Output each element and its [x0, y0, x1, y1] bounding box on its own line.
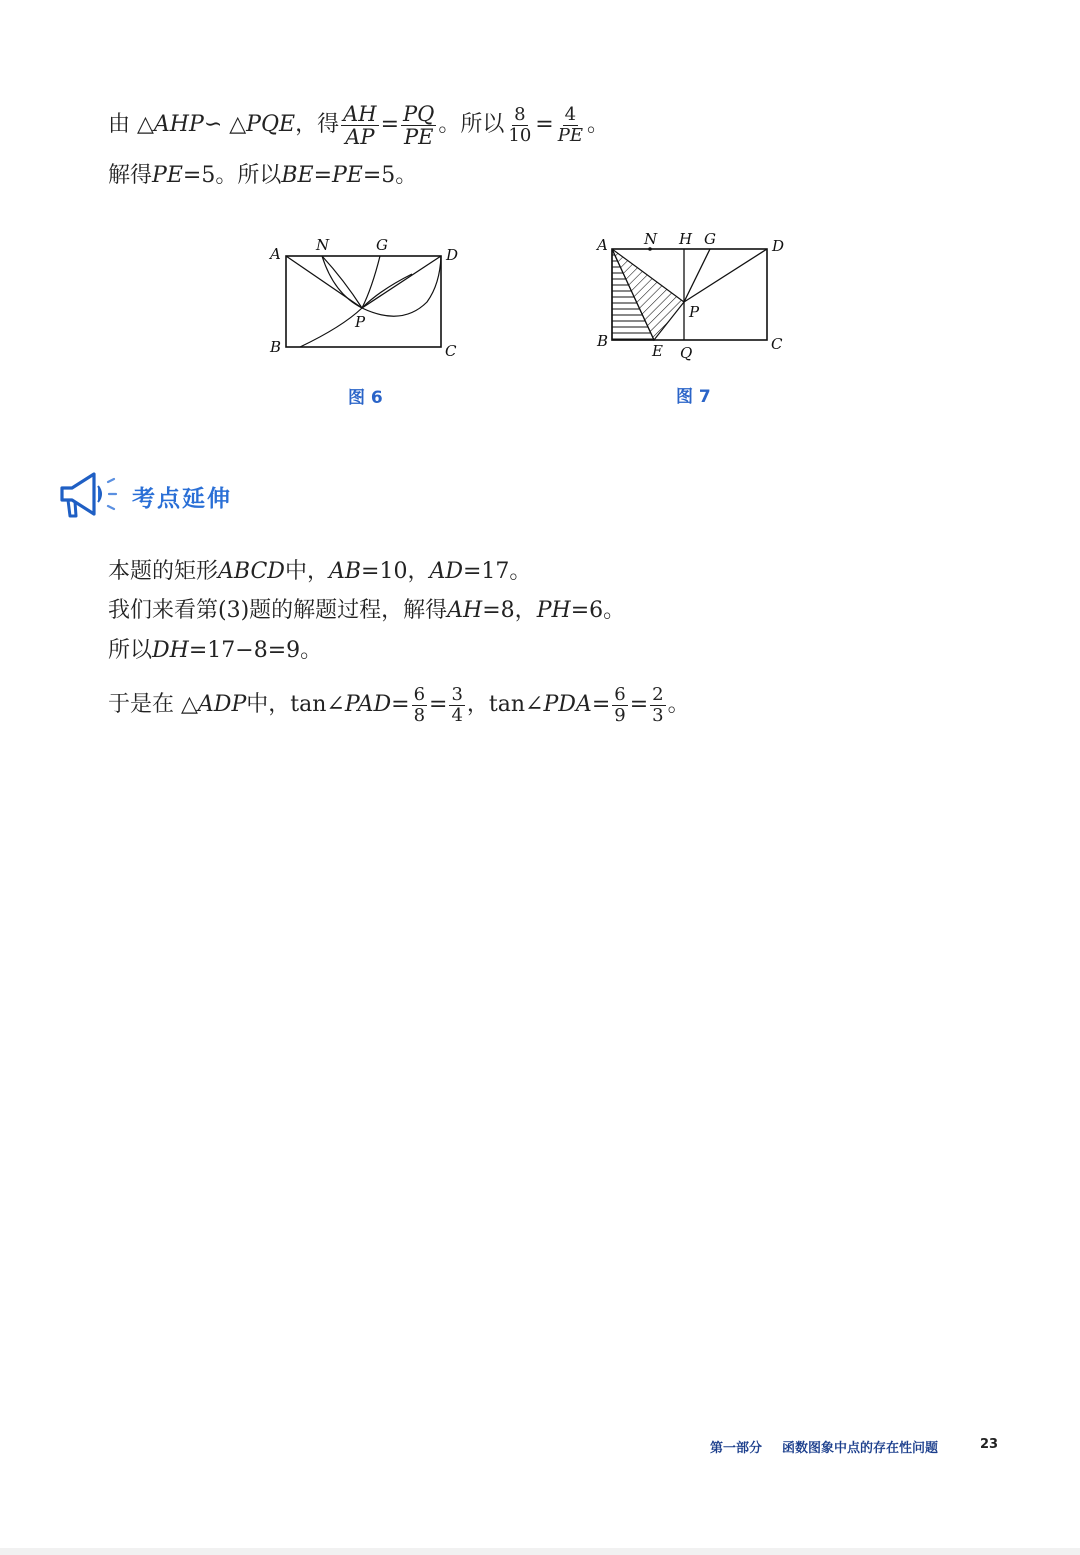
text: ，得 [295, 112, 340, 137]
label-d: D [446, 246, 459, 264]
equals: = [535, 112, 554, 137]
fraction-2-3 [650, 685, 665, 726]
label-d: D [772, 237, 785, 255]
text: =17。 [463, 559, 532, 584]
arc-p-d [362, 256, 441, 316]
var: AB [328, 559, 362, 584]
text: 于是在 △ [108, 692, 198, 717]
denominator: 9 [614, 704, 626, 726]
label-h: H [679, 230, 693, 248]
denominator: AP [345, 124, 375, 149]
text: 本题的矩形 [108, 559, 219, 584]
var: ADP [197, 692, 247, 717]
var: ABCD [218, 559, 285, 584]
text: 中，tan∠ [246, 692, 345, 717]
solution-line-1 [108, 100, 609, 150]
var: PQE [246, 112, 296, 137]
denominator: 8 [413, 704, 426, 726]
label-g: G [704, 230, 716, 248]
figure-6-caption: 图 6 [348, 388, 383, 408]
fraction-6-9 [612, 685, 627, 726]
page-number: 23 [980, 1437, 999, 1452]
label-b: B [270, 338, 282, 356]
figure-7-caption: 图 7 [676, 387, 711, 407]
text: 所以 [108, 638, 153, 663]
denominator: PE [403, 124, 434, 149]
text: 由 △ [108, 112, 154, 137]
label-c: C [771, 335, 783, 353]
label-p: P [355, 313, 366, 331]
fraction-6-8 [412, 685, 427, 726]
figure-7 [592, 228, 792, 363]
text: 。所以 [438, 112, 505, 137]
numerator: 6 [614, 683, 626, 705]
var: AH [447, 598, 483, 623]
arc-b-p [300, 274, 412, 347]
bottom-edge [0, 1548, 1080, 1555]
fraction-ah-ap [341, 103, 378, 148]
text: =5。所以 [182, 163, 282, 188]
rect-abcd [286, 256, 441, 347]
arc-n-p [322, 256, 362, 308]
numerator: AH [343, 101, 377, 126]
section-heading [58, 468, 232, 524]
footer-part: 第一部分 [710, 1441, 763, 1456]
numerator: 8 [514, 103, 526, 125]
var: DH [152, 638, 189, 663]
text: 中， [284, 559, 329, 584]
numerator: 4 [564, 103, 577, 125]
text: =8， [482, 598, 537, 623]
text: =17−8=9。 [188, 638, 323, 663]
text: ∽ △ [203, 112, 247, 137]
var: AD [429, 559, 463, 584]
text: =10， [361, 559, 430, 584]
label-p: P [689, 303, 700, 321]
text: 。 [667, 692, 690, 717]
numerator: PQ [403, 101, 435, 126]
label-c: C [445, 342, 457, 360]
extension-line-1 [108, 557, 531, 587]
numerator: 6 [413, 683, 426, 705]
text: 。 [587, 112, 610, 137]
text: 解得 [108, 163, 153, 188]
solution-line-2 [108, 161, 417, 191]
label-n: N [316, 236, 330, 254]
denominator: PE [557, 124, 583, 146]
extension-line-2 [108, 596, 625, 626]
footer-chapter: 函数图象中点的存在性问题 [782, 1441, 939, 1456]
var: PAD [344, 692, 392, 717]
denominator: 10 [508, 124, 532, 146]
extension-line-3 [108, 636, 322, 666]
label-a: A [597, 236, 608, 254]
text: = [391, 692, 410, 717]
numerator: 3 [451, 683, 463, 705]
denominator: 3 [652, 704, 664, 726]
text: =6。 [570, 598, 626, 623]
fraction-3-4 [449, 685, 464, 726]
var: BE [281, 163, 314, 188]
section-title: 考点延伸 [132, 485, 232, 512]
numerator: 2 [652, 683, 664, 705]
label-e: E [652, 342, 663, 360]
var: PE [152, 163, 183, 188]
label-b: B [597, 332, 609, 350]
arc-n-p-2 [322, 256, 362, 308]
var: PE [332, 163, 363, 188]
label-q: Q [680, 344, 693, 362]
var: PH [536, 598, 571, 623]
denominator: 4 [451, 704, 463, 726]
extension-line-4 [108, 680, 690, 730]
figure-6 [262, 232, 472, 362]
fraction-8-10 [506, 105, 533, 146]
segment-d-p [362, 256, 441, 308]
text: = [313, 163, 332, 188]
text: = [591, 692, 611, 717]
megaphone-icon [58, 468, 120, 524]
fraction-4-pe [556, 105, 585, 146]
equals: = [629, 692, 649, 717]
fraction-pq-pe [401, 103, 436, 148]
label-a: A [270, 245, 281, 263]
var: AHP [153, 112, 204, 137]
var: PDA [543, 692, 592, 717]
equals: = [380, 112, 400, 137]
text: =5。 [362, 163, 418, 188]
text: 我们来看第(3)题的解题过程，解得 [108, 598, 448, 623]
text: ，tan∠ [466, 692, 544, 717]
label-g: G [376, 236, 388, 254]
label-n: N [644, 230, 658, 248]
equals: = [429, 692, 448, 717]
